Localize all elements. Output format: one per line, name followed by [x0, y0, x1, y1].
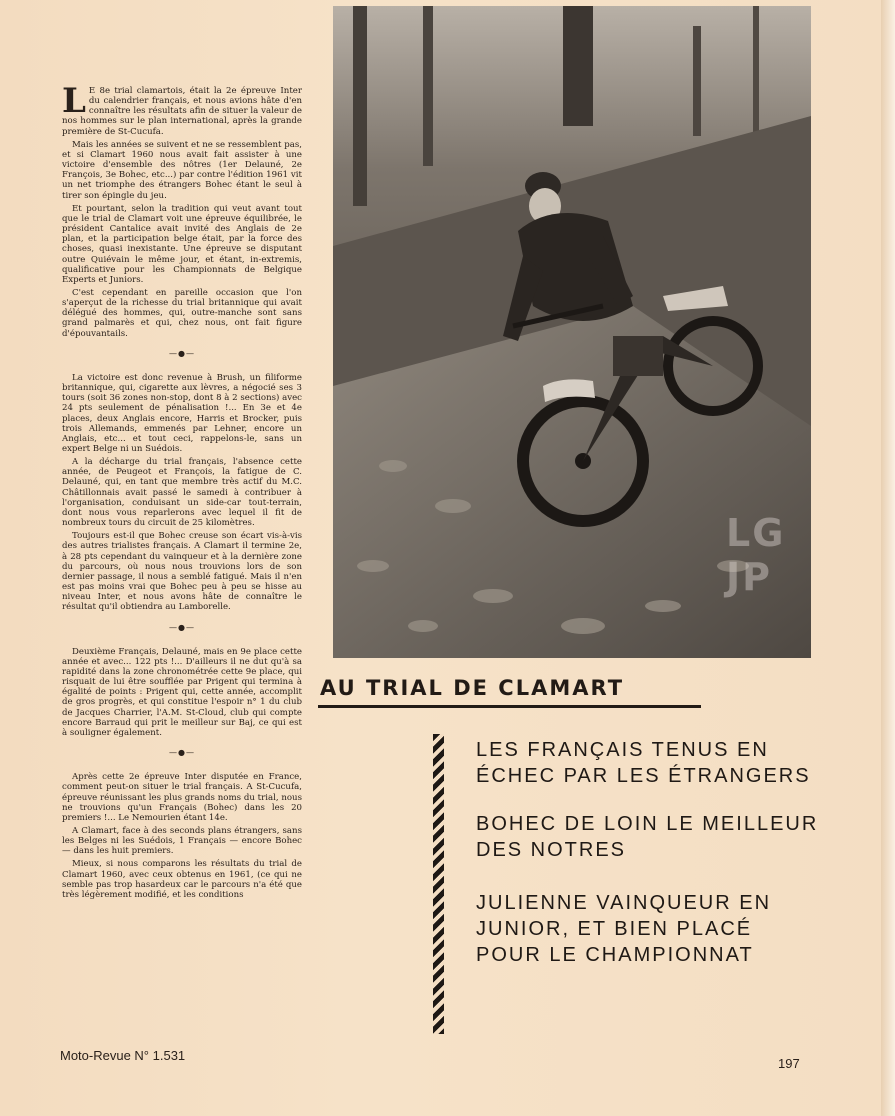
article-paragraph: A la décharge du trial français, l'absence cette année, de Peugeot et François, la fatigue de C. Delauné, qui, en tant que membre très actif du M.C. Châtillonnais avait passé le samedi à contribuer à l'organisation, conduisant un side-car tout-terrain, dont nous vous reparlerons avec lequel il fit de nombreux tours du circuit de 25 kilomètres. — [62, 457, 302, 529]
article-paragraph: C'est cependant en pareille occasion que l'on s'aperçut de la richesse du trial britannique qui avait délégué des hommes, qui, outre-manche sont sans grand palmarès et qui, chez nous, ont fait figure d'épouvantails. — [62, 287, 302, 339]
article-column-top — [62, 81, 302, 903]
rider-photo — [333, 6, 811, 658]
subhead-2: BOHEC DE LOIN LE MEILLEUR DES NOTRES — [476, 813, 819, 861]
headline-underline — [318, 705, 701, 708]
article-paragraph: Toujours est-il que Bohec creuse son écart vis-à-vis des autres trialistes français. A Clamart il termine 2e, à 28 pts cependant du vainqueur et à la dernière zone du parcours, où nous nous trouvions lors de son dernier passage, il nous a semblé fatigué. Mais il n'en est pas moins vrai que Bohec peu à peu se hisse au niveau Inter, et nous avons hâte de connaître le résultat qu'il obtiendra au Lamborelle. — [62, 531, 302, 613]
article-paragraph: Deuxième Français, Delauné, mais en 9e place cette année et avec... 122 pts !... D'ailleurs il ne dut qu'à sa rapidité dans la zone chronométrée cette 9e place, qui risquait de lui être soufflée par Prigent qui termina à égalité de points : Prigent qui, cette année, accomplit de gros progrès, et qui constitue l'espoir n° 1 du club de Jacques Charrier, l'A.M. St-Cloud, club qui compte encore Barraud qui prit le meilleur sur Baj, ce qui est à souligner également. — [62, 646, 302, 738]
decorative-zigzag-rule — [433, 734, 444, 1034]
section-separator: —●— — [169, 748, 195, 758]
publication-footer: Moto-Revue N° 1.531 — [60, 1048, 186, 1063]
subhead-3: JULIENNE VAINQUEUR EN JUNIOR, ET BIEN PLACÉ POUR LE CHAMPIONNAT — [476, 892, 772, 966]
article-paragraph: Et pourtant, selon la tradition qui veut avant tout que le trial de Clamart voit une épreuve équilibrée, le président Cantalice avait invité des Anglais de 2e plan, et la participation belge était, par la force des choses, quasi inexistante. Une épreuve se disputant outre Quiévain le même jour, et étant, in-extremis, qualificative pour les Championnats de Belgique Experts et Juniors. — [62, 203, 302, 285]
article-paragraph: Mieux, si nous comparons les résultats du trial de Clamart 1960, avec ceux obtenus en 1961, (ce qui ne semble pas trop hasardeux car le parcours n'a été que très légèrement modifié, et les conditions — [62, 859, 302, 900]
page-number: 197 — [778, 1056, 800, 1071]
article-paragraph: Après cette 2e épreuve Inter disputée en France, comment peut-on situer le trial français. A St-Cucufa, épreuve réunissant les plus grands noms du trial, nous ne trouvions qu'un Français (Bohec) dans les 20 premiers !... Le Nemourien étant 14e. — [62, 772, 302, 823]
article-paragraph: A Clamart, face à des seconds plans étrangers, sans les Belges ni les Suédois, 1 Français — encore Bohec — dans les huit premiers. — [62, 826, 302, 857]
section-separator: —●— — [169, 348, 195, 358]
article-paragraph: L E 8e trial clamartois, était la 2e épreuve Inter du calendrier français, et nous avions hâte d'en connaître les résultats afin de situer la valeur de nos hommes sur le plan international, après la grande première de St-Cucufa. — [62, 81, 302, 137]
section-separator: —●— — [169, 622, 195, 632]
page-edge — [881, 0, 895, 1116]
drop-cap: L — [62, 81, 86, 121]
subhead-1: LES FRANÇAIS TENUS EN ÉCHEC PAR LES ÉTRANGERS — [476, 739, 811, 787]
article-headline: AU TRIAL DE CLAMART — [320, 676, 625, 700]
watermark: LG JP — [726, 511, 786, 599]
article-paragraph: La victoire est donc revenue à Brush, un filiforme britannique, qui, cigarette aux lèvres, a négocié ses 3 tours (soit 36 zones non-stop, dont 8 à 2 sections) avec 24 pts seulement de pénalisation !... En 3e et 4e places, deux Anglais encore, Harris et Brocker, puis trois Allemands, emmenés par Lehner, encore un Anglais, etc... et tout ceci, rappelons-le, sans un expert Belge ni un Suédois. — [62, 372, 302, 454]
article-paragraph: Mais les années se suivent et ne se ressemblent pas, et si Clamart 1960 nous avait fait assister à une victoire d'ensemble des nôtres (1er Delauné, 2e François, 3e Bohec, etc...) par contre l'édition 1961 vit un net triomphe des étrangers Bohec étant le seul à tirer son épingle du jeu. — [62, 139, 302, 201]
